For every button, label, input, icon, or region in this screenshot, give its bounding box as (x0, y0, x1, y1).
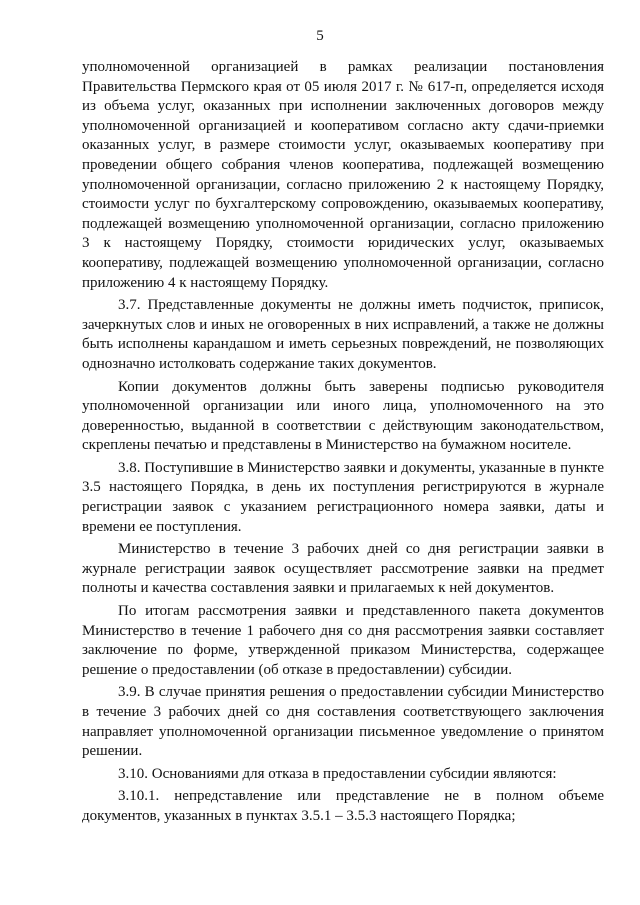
paragraph-3-9: 3.9. В случае принятия решения о предоставлении субсидии Министерство в течение 3 рабочих дней со дня составления соответствующего заключения направляет уполномоченной организации письменное уведомление о принятом решении. (82, 684, 604, 760)
paragraph-copies: Копии документов должны быть заверены подписью руководителя уполномоченной организации или иного лица, уполномоченного на это доверенностью, выданной в соответствии с действующим законодательством, скреплены печатью и представлены в Министерство на бумажном носителе. (82, 378, 604, 454)
paragraph-continuation: уполномоченной организацией в рамках реализации постановления Правительства Пермского края от 05 июля 2017 г. № 617-п, определяется исходя из объема услуг, оказанных при исполнении заключенных договоров между уполномоченной организацией и кооперативом согласно акту сдачи-приемки оказанных услуг, в размере стоимости услуг, оказываемых кооперативу при проведении общего собрания членов кооператива, подлежащей возмещению уполномоченной организации, согласно приложению 2 к настоящему Порядку, стоимости услуг по бухгалтерскому сопровождению, оказываемых кооперативу, подлежащей возмещению уполномоченной организации, согласно приложению 3 к настоящему Порядку, стоимости юридических услуг, оказываемых кооперативу, подлежащей возмещению уполномоченной организации, согласно приложению 4 к настоящему Порядку. (82, 59, 604, 291)
paragraph-3-7: 3.7. Представленные документы не должны иметь подчисток, приписок, зачеркнутых слов и иных не оговоренных в них исправлений, а также не должны быть исполнены карандашом и иметь серьезных повреждений, не позволяющих однозначно истолковать содержание таких документов. (82, 297, 604, 372)
paragraph-3-10: 3.10. Основаниями для отказа в предоставлении субсидии являются: (118, 765, 557, 782)
document-body (82, 58, 604, 830)
paragraph-3-10-1: 3.10.1. непредставление или представление не в полном объеме документов, указанных в пунктах 3.5.1 – 3.5.3 настоящего Порядка; (82, 788, 604, 824)
paragraph-3-8: 3.8. Поступившие в Министерство заявки и документы, указанные в пункте 3.5 настоящего Порядка, в день их поступления регистрируются в журнале регистрации заявок с указанием регистрационного номера заявки, даты и времени ее поступления. (82, 459, 604, 535)
paragraph-conclusion: По итогам рассмотрения заявки и представленного пакета документов Министерство в течение 1 рабочего дня со дня рассмотрения заявки составляет заключение по форме, утвержденной приказом Министерства, содержащее решение о предоставлении (об отказе в предоставлении) субсидии. (82, 603, 604, 678)
paragraph-review: Министерство в течение 3 рабочих дней со дня регистрации заявки в журнале регистрации заявок осуществляет рассмотрение заявки на предмет полноты и качества составления заявки и прилагаемых к ней документов. (82, 541, 604, 597)
page-number: 5 (316, 28, 324, 44)
